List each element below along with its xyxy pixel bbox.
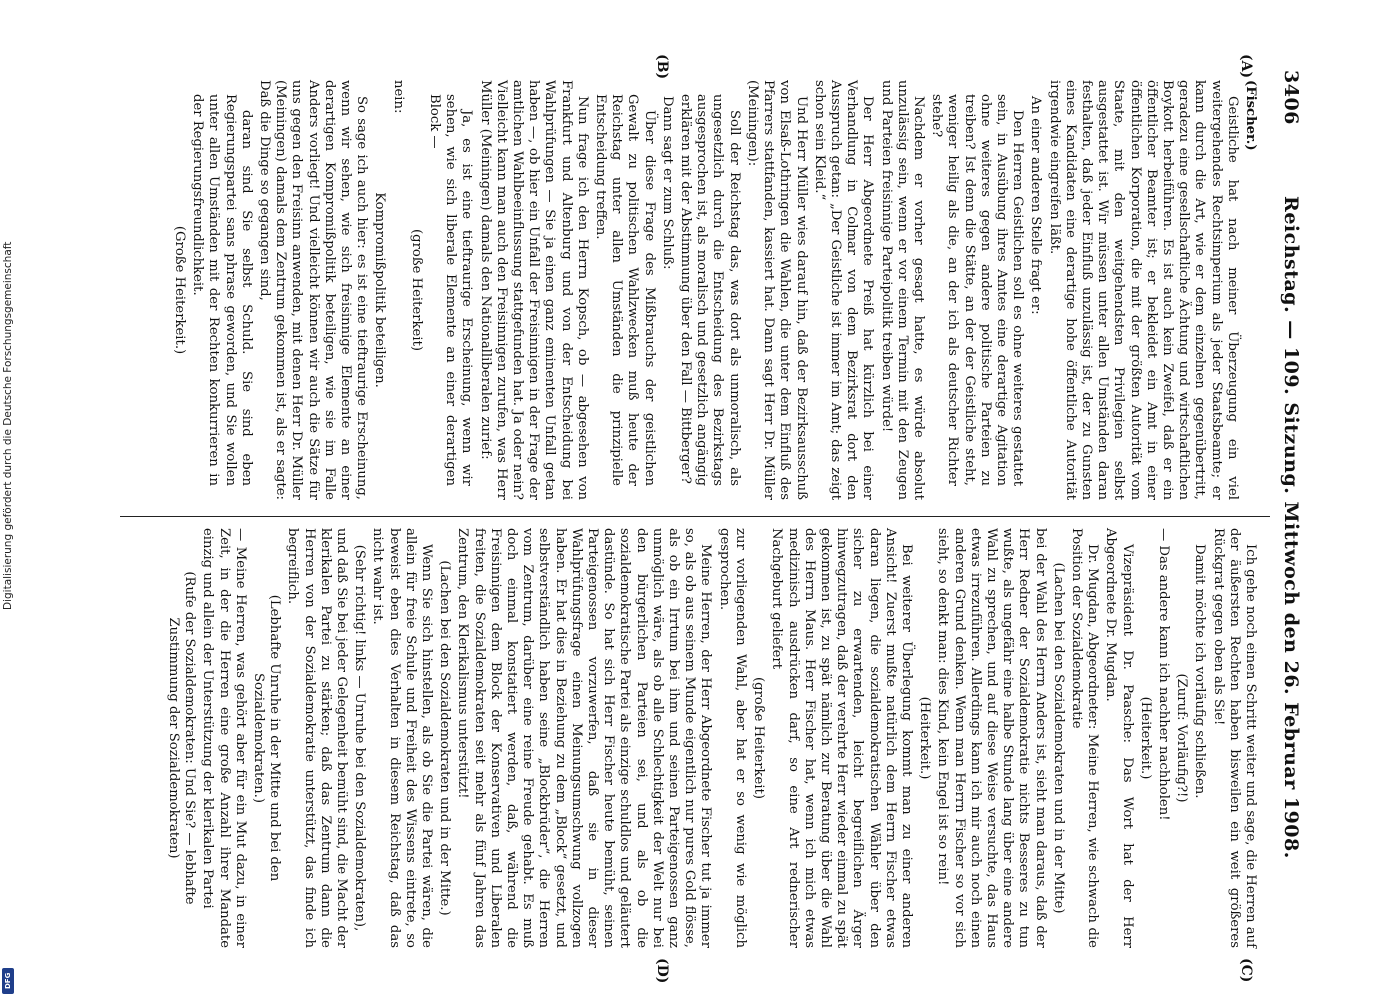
paragraph: An einer anderen Stelle fragt er: (1028, 96, 1044, 315)
interjection: (große Heiterkeit) (751, 676, 767, 800)
margin-marker-d: (D) (654, 958, 670, 984)
paragraph: Nun frage ich den Herrn Kopsch, ob — abgesehen von Frankfurt und Altenburg und von der Entscheidung bei Wahlprüfungen — Sie ja einen ganz eminenten Unfall getan haben —, ob hier ein Unfall der Freisinnigen in der Frage der amtlichen Wahlbeeinflussung stattgefunden hat. Ja oder nein? Vielleicht kann man auch den Freisinnigen zurufen, was Herr Müller (Meiningen) damals den Nationalliberalen zurief: (477, 80, 590, 500)
interjection: (Große Heiterkeit.) (172, 225, 187, 355)
quote: Den Herren Geistlichen soll es ohne weiteres gestattet sein, in Ausübung ihres Amtes eine derartige Agitation ohne weiteres gegen andere politische Parteien zu treiben? Ist denn die Stätte, an der der Geistliche steht, weniger heilig als die, an der ich als deutscher Richter stehe? (929, 94, 1026, 486)
margin-marker-b: (B) (654, 54, 670, 80)
paragraph: Bei weiterer Überlegung kommt man zu einer anderen Ansicht! Zuerst mußte natürlich dem Herrn Fischer etwas daran liegen, die sozialdemokratischen Wähler über den sicher zu erwartenden, leicht begreiflichen Ärger hinwegzutragen, daß der verehrte Herr wieder einmal zu spät gekommen ist, zu spät nämlich zur Beratung über die Wahl des Herrn Maus. Herr Fischer hat, wenn ich mich etwas medizinisch ausdrücken darf, so eine Art rednerischer Nachgeburt geliefert (769, 528, 914, 948)
interjection: (Lachen bei den Sozialdemokraten und in der Mitte) (1050, 562, 1066, 914)
paragraph: Damit möchte ich vorläufig schließen. (1192, 544, 1208, 799)
continuation-speaker: (Fischer.) (1243, 80, 1258, 151)
running-head (1278, 70, 1302, 970)
interjection: (Lebhafte Unruhe in der Mitte und bei den Sozialdemokraten.) (251, 594, 283, 882)
paragraph: zur vorliegenden Wahl, aber hat er so wenig wie möglich gesprochen. (716, 528, 748, 948)
paragraph: Meine Herren, der Herr Abgeordnete Fischer tut ja immer so, als ob aus seinem Munde eigentlich nur pures Gold flösse, als ob ein Irrtum bei ihm und seinen Parteigenossen ganz unmöglich wäre, als ob alle Schlechtigkeit der Welt nur bei den bürgerlichen Parteien sei, und als ob die sozialdemokratische Partei als einzige schuldlos und geläutert dastünde. So hat sich Herr Fischer heute bemüht, seinen Parteigenossen vorzuwerfen, daß sie in dieser Wahlprüfungsfrage einen Meinungsumschwung vollzogen haben. Er hat dies in Beziehung zu dem „Block“ gesetzt, und selbstverständlich haben seine „Blockbrüder“, die Herren vom Zentrum, darüber eine reine Freude gehabt. Es muß doch einmal konstatiert werden, daß, während die Freisinnigen dem Block der Konservativen und Liberalen freiten, die Sozialdemokraten seit mehr als fünf Jahren das Zentrum, den Klerikalismus unterstützt! (455, 528, 714, 948)
interjection: (Heiterkeit.) (917, 696, 933, 780)
paragraph: Dr. Mugdan, Abgeordneter: Meine Herren, wie schwach die Position der Sozialdemokratie (1068, 528, 1101, 948)
left-column (169, 80, 1258, 500)
interjection: (Lachen bei den Sozialdemokraten und in der Mitte.) (437, 560, 453, 916)
paragraph: Der Herr Abgeordnete Preiß hat kürzlich bei einer Verhandlung in Colmar von dem Bezirksrat dort den Ausspruch getan: „Der Geistliche ist immer im Amt; das zeigt schon sein Kleid.“ (811, 80, 876, 500)
interjection: (Rufe der Sozialdemokraten: Und Sie? — lebhafte Zustimmung der Sozialdemokraten) (166, 571, 198, 905)
paragraph: Wenn Sie sich hinstellen, als ob Sie die Partei wären, die allein für freie Schule und Freiheit des Wissens eintrete, so beweist eben dies Verhalten in diesem Reichstag, daß das nicht wahr ist. (370, 528, 435, 948)
paragraph: Dann sagt er zum Schluß: (659, 96, 675, 270)
interjection: (Heiterkeit.) (1137, 696, 1153, 780)
paragraph: bei der Wahl des Herrn Anders ist, sieht man daraus, daß der Herr Redner der Sozialdemokratie nichts Besseres zu tun wußte, als ungefähr eine halbe Stunde lang über eine andere Wahl zu sprechen, und auf diese Weise versuchte, das Haus etwas irrezuführen. Allerdings kann ich mir auch noch einen anderen Grund denken. Wenn man Herrn Fischer so vor sich sieht, so denkt man: dies Kind, kein Engel ist so rein! (935, 528, 1048, 948)
page-title: Reichstag. — 109. Sitzung. Mittwoch den 26. Februar 1908. (1280, 196, 1302, 859)
page-number: 3406 (1280, 70, 1302, 125)
margin-marker-a: (A) (1238, 54, 1254, 79)
paragraph: Kompromißpolitik beteiligen. (372, 192, 388, 388)
margin-marker-c: (C) (1238, 958, 1254, 983)
interjection: (Sehr richtig! links — Unruhe bei den Sozialdemokraten), (352, 544, 368, 932)
paragraph: Und Herr Müller wies darauf hin, daß der Bezirksausschuß von Elsaß-Lothringen die Wahlen, die unter dem Einfluß des Pfarrers stattfanden, kassiert hat. Dann sagt Herr Dr. Müller (Meiningen): (744, 80, 809, 500)
quote: Ja, es ist eine tieftraurige Erscheinung, wenn wir sehen, wie sich liberale Elemente an einer derartigen Block — (427, 94, 475, 486)
quote: Soll der Reichstag das, was dort als unmoralisch, als ungesetzlich durch die Entscheidung des Bezirkstags ausgesprochen ist, als moralisch und gesetzlich angängig erklären mit der Abstimmung über den Fall — Bittberger? (678, 94, 742, 486)
quote: daran sind Sie selbst Schuld. Sie sind eben Regierungspartei sans phrase geworden, und Sie wollen unter allen Umständen mit der Rechten konkurrieren in der Regierungsfreundlichkeit. (190, 94, 254, 486)
paragraph: Geistliche hat nach meiner Überzeugung ein viel weitergehendes Rechtsimperium als jeder Staatsbeamte; er kann durch die Art, wie er dem einzelnen gegenübertritt, geradezu eine gesellschaftliche Ächtung und wirtschaftlichen Boykott herbeiführen. Es ist auch kein Zweifel, daß er ein öffentlicher Beamter ist; er bekleidet ein Amt in einer öffentlichen Korporation, die mit der größten Autorität vom Staate, mit den weitgehendsten Privilegien selbst ausgestattet ist. Wir müssen unter allen Umständen daran festhalten, daß jeder Einfluß unzulässig ist, der zu Gunsten eines Kandidaten eine derartige hohe öffentliche Autorität irgendwie eingreifen läßt. (1046, 80, 1240, 500)
interjection: (Zuruf: Vorläufig?!) (1174, 673, 1190, 803)
paragraph: Ich gehe noch einen Schritt weiter und sage, die Herren auf der äußersten Rechten haben bisweilen ein weit größeres Rückgrat gegen oben als Sie! (1210, 528, 1258, 948)
digitization-credit: Digitalisierung gefördert durch die Deutsche Forschungsgemeinschaft (2, 241, 14, 610)
paragraph: und daß Sie bei jeder Gelegenheit bemüht sind, die Macht der klerikalen Partei zu stärken; daß das Zentrum dann die Herren von der Sozialdemokratie unterstützt, das finde ich begreiflich. (285, 528, 350, 948)
paragraph: nein: (390, 80, 406, 114)
rotated-page (90, 50, 1320, 990)
paragraph: — Meine Herren, was gehört aber für ein Mut dazu, in einer Zeit, in der die Herren eine große Anzahl ihrer Mandate einzig und allein der Unterstützung der klerikalen Partei (200, 528, 248, 948)
interjection: (große Heiterkeit) (408, 228, 424, 352)
dfg-logo: DFG (2, 968, 14, 994)
right-column (163, 528, 1258, 948)
quote: Über diese Frage des Mißbrauchs der geistlichen Gewalt zu politischen Wahlzwecken muß heute der Reichstag unter allen Umständen die prinzipielle Entscheidung treffen. (593, 94, 657, 486)
paragraph: — Das andere kann ich nachher nachholen! (1155, 528, 1171, 821)
paragraph: Vizepräsident Dr. Paasche: Das Wort hat der Herr Abgeordnete Dr. Mugdan. (1103, 528, 1135, 948)
paragraph: Nachdem er vorher gesagt hatte, es würde absolut unzulässig sein, wenn er vor einem Termin mit den Zeugen und Parteien freisinnige Parteipolitik treiben würde! (878, 80, 926, 500)
column-divider (120, 516, 1270, 517)
paragraph: So sage ich auch hier: es ist eine tieftraurige Erscheinung, wenn wir sehen, wie sich freisinnige Elemente an einer derartigen Kompromißpolitik beteiligen, wie sie im Falle Anders vorliegt! Und vielleicht können wir auch die Sätze für uns gegen den Freisinn anwenden, mit denen Herr Dr. Müller (Meiningen) damals dem Zentrum gekommen ist, als er sagte: Daß die Dinge so gegangen sind, (257, 80, 370, 500)
